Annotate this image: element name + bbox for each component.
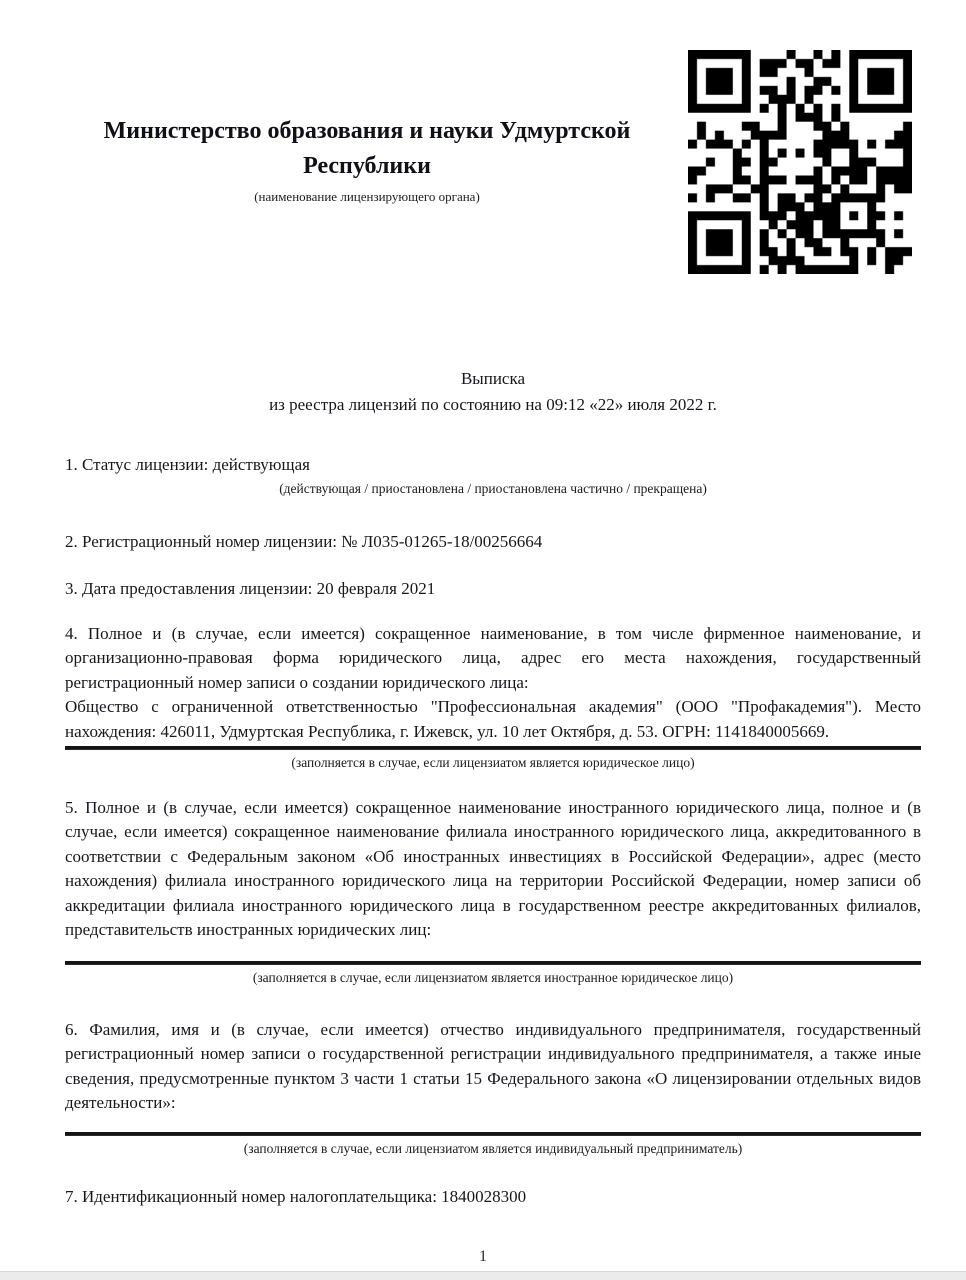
item-4-field-underline bbox=[65, 746, 921, 750]
qr-code bbox=[688, 50, 912, 274]
item-5-foreign-entity bbox=[65, 796, 921, 988]
item-4-caption: (заполняется в случае, если лицензиатом является юридическое лицо) bbox=[291, 755, 695, 771]
item-6-caption: (заполняется в случае, если лицензиатом является индивидуальный предприниматель) bbox=[243, 1140, 743, 1156]
item-1-caption: (действующая / приостановлена / приостановлена частично / прекращена) bbox=[279, 481, 707, 497]
page-number: 1 bbox=[479, 1248, 487, 1265]
item-1-text: 1. Статус лицензии: действующая bbox=[65, 455, 310, 474]
item-7-taxpayer-number bbox=[65, 1185, 921, 1209]
ministry-name: Министерство образования и науки Удмуртской Республики bbox=[103, 118, 631, 179]
item-2-text: 2. Регистрационный номер лицензии: № Л035-01265-18/00256664 bbox=[65, 532, 543, 551]
item-5-field-underline bbox=[65, 961, 921, 965]
item-4-legal-entity bbox=[65, 622, 921, 773]
item-3-license-date bbox=[65, 577, 921, 601]
item-6-text: 6. Фамилия, имя и (в случае, если имеется) отчество индивидуального предпринимателя, государственный регистрационный номер записи о государственной регистрации индивидуального предпринимателя, а также иные сведения, предусмотренные пунктом 3 части 1 статьи 15 Федерального закона «О лицензировании отдельных видов деятельности»: bbox=[65, 1020, 921, 1113]
item-2-registration-number bbox=[65, 530, 921, 554]
licensing-authority-header bbox=[62, 114, 672, 205]
item-4-value: Общество с ограниченной ответственностью "Профессиональная академия" (ООО "Профакадемия"). Место нахождения: 426011, Удмуртская Республика, г. Ижевск, ул. 10 лет Октября, д. 53. ОГРН: 1141840005669. bbox=[65, 697, 921, 741]
item-4-text: 4. Полное и (в случае, если имеется) сокращенное наименование, в том числе фирменное наименование, и организационно-правовая форма юридического лица, адрес его места нахождения, государственный регистрационный номер записи о создании юридического лица: bbox=[65, 624, 921, 692]
document-title bbox=[65, 366, 921, 419]
item-7-text: 7. Идентификационный номер налогоплательщика: 1840028300 bbox=[65, 1187, 527, 1206]
item-3-text: 3. Дата предоставления лицензии: 20 февраля 2021 bbox=[65, 579, 436, 598]
item-1-license-status bbox=[65, 453, 921, 499]
item-5-caption: (заполняется в случае, если лицензиатом является иностранное юридическое лицо) bbox=[252, 969, 734, 985]
item-6-field-underline bbox=[65, 1132, 921, 1136]
document-title-line1: Выписка bbox=[460, 369, 526, 388]
document-title-line2: из реестра лицензий по состоянию на 09:12 «22» июля 2022 г. bbox=[269, 395, 717, 415]
item-6-individual-entrepreneur bbox=[65, 1018, 921, 1159]
page-bottom-edge bbox=[0, 1271, 966, 1280]
item-5-text: 5. Полное и (в случае, если имеется) сокращенное наименование иностранного юридического лица, полное и (в случае, если имеется) сокращенное наименование филиала иностранного юридического лица, аккредитованного в соответствии с Федеральным законом «Об иностранных инвестициях в Российской Федерации», адрес (место нахождения) филиала иностранного юридического лица на территории Российской Федерации, номер записи об аккредитации филиала иностранного юридического лица в государственном реестре аккредитованных филиалов, представительств иностранных юридических лиц: bbox=[65, 798, 921, 940]
ministry-name-caption: (наименование лицензирующего органа) bbox=[254, 188, 480, 204]
